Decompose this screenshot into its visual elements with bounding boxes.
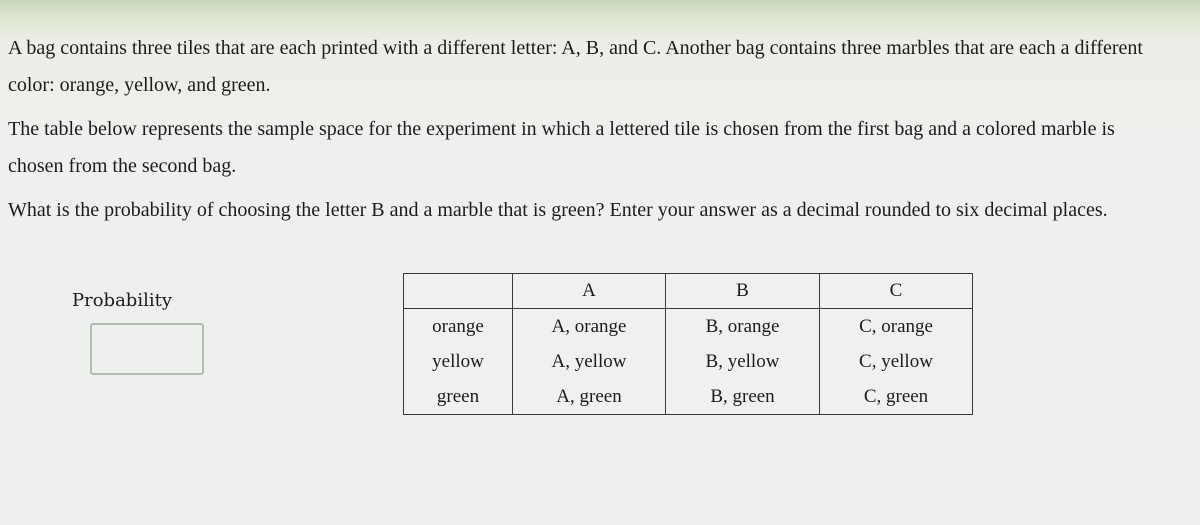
table-row	[404, 344, 973, 379]
table-cell: C, green	[820, 379, 973, 415]
probability-answer-input[interactable]	[90, 323, 204, 375]
table-cell: C, orange	[820, 309, 973, 345]
table-header-c: C	[820, 274, 973, 309]
sample-space-table	[403, 273, 973, 415]
table-row	[404, 379, 973, 415]
table-cell: A, green	[513, 379, 666, 415]
table-row	[404, 309, 973, 345]
table-cell: A, orange	[513, 309, 666, 345]
table-description: The table below represents the sample space for the experiment in which a lettered tile is chosen from the first bag and a colored marble is chosen from the second bag.	[8, 118, 1115, 177]
table-header-b: B	[666, 274, 820, 309]
table-cell: B, green	[666, 379, 820, 415]
probability-label: Probability	[72, 290, 173, 311]
question-prompt: What is the probability of choosing the letter B and a marble that is green? Enter your answer as a decimal rounded to six decimal places.	[8, 199, 1108, 221]
row-label-yellow: yellow	[404, 344, 513, 379]
row-label-green: green	[404, 379, 513, 415]
table-header-a: A	[513, 274, 666, 309]
table-cell: C, yellow	[820, 344, 973, 379]
table-cell: B, orange	[666, 309, 820, 345]
table-cell: B, yellow	[666, 344, 820, 379]
table-cell: A, yellow	[513, 344, 666, 379]
question-intro: A bag contains three tiles that are each printed with a different letter: A, B, and C. Another bag contains three marbles that are each a different color: orange, yellow, and green.	[8, 37, 1143, 96]
row-label-orange: orange	[404, 309, 513, 345]
table-header-row	[404, 274, 973, 309]
table-header-corner	[404, 274, 513, 309]
